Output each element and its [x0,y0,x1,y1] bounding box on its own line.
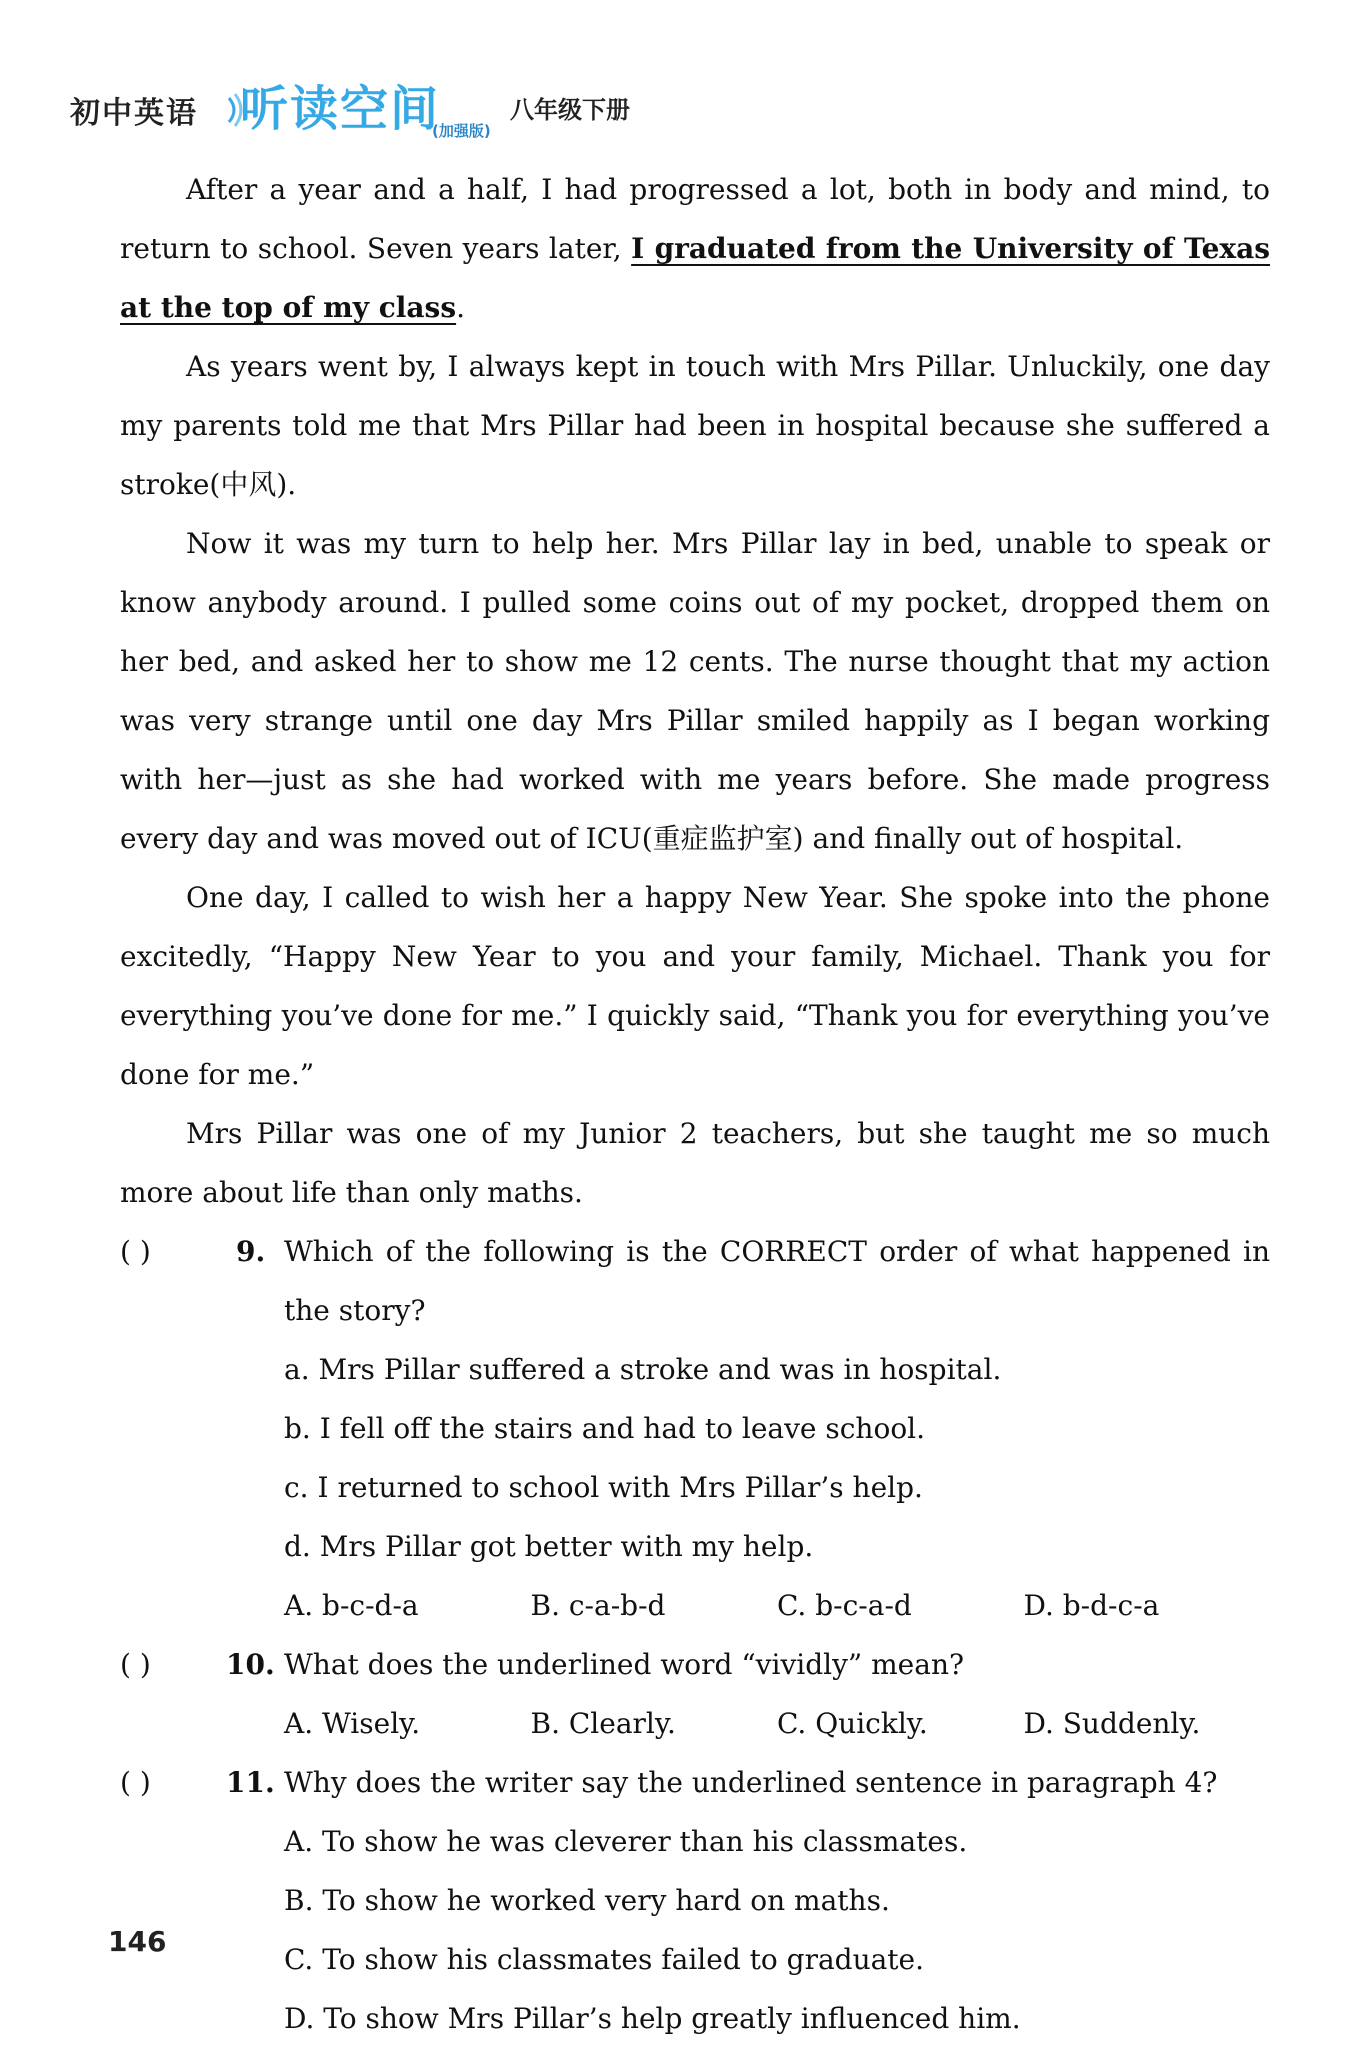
brand-logo: 听读空间 [240,81,441,137]
answer-blank[interactable]: ( ) [120,1766,151,1799]
option-d[interactable]: D. b-d-c-a [1023,1589,1160,1622]
answer-blank[interactable]: ( ) [120,1648,151,1681]
underlined-sentence: I graduated from the University of Texas at the top of my class [120,232,1271,324]
paragraph-5: Mrs Pillar was one of my Junior 2 teachers, but she taught me so much more about life than only maths. [120,1117,1270,1209]
option-b[interactable]: B. c-a-b-d [530,1589,666,1622]
grade-label: 八年级下册 [510,96,630,124]
question-number: 10. [226,1648,275,1681]
page-header [70,70,970,150]
reading-passage [120,160,1270,2048]
answer-blank[interactable]: ( ) [120,1235,151,1268]
paragraph-1 [120,160,1270,337]
question-number: 9. [236,1235,266,1268]
option-c[interactable]: C. Quickly. [777,1707,928,1740]
option-a[interactable]: A. b-c-d-a [284,1589,419,1622]
list-item: c. I returned to school with Mrs Pillar’s help. [284,1471,923,1504]
option-b[interactable]: B. To show he worked very hard on maths. [284,1884,890,1917]
list-item: d. Mrs Pillar got better with my help. [284,1530,814,1563]
option-a[interactable]: A. To show he was cleverer than his classmates. [284,1825,968,1858]
option-b[interactable]: B. Clearly. [530,1707,676,1740]
page-number: 146 [108,1925,167,1958]
brand-logo-edition: (加强版) [432,122,491,140]
series-title: 初中英语 [70,96,198,131]
option-a[interactable]: A. Wisely. [284,1707,421,1740]
paragraph-2: As years went by, I always kept in touch with Mrs Pillar. Unluckily, one day my parents told me that Mrs Pillar had been in hospital because she suffered a stroke(中风). [120,350,1270,501]
question-number: 11. [226,1766,275,1799]
question-10-options [284,1694,1270,1753]
question-text: Why does the writer say the underlined sentence in paragraph 4? [284,1766,1218,1799]
list-item: a. Mrs Pillar suffered a stroke and was in hospital. [284,1353,1002,1386]
paragraph-3: Now it was my turn to help her. Mrs Pillar lay in bed, unable to speak or know anybody around. I pulled some coins out of my pocket, dropped them on her bed, and asked her to show me 12 cents. The nurse thought that my action was very strange until one day Mrs Pillar smiled happily as I began working with her—just as she had worked with me years before. She made progress every day and was moved out of ICU(重症监护室) and finally out of hospital. [120,527,1270,855]
question-9-options [284,1576,1270,1635]
paragraph-1-end: . [456,291,465,324]
question-text: Which of the following is the CORRECT order of what happened in the story? [284,1235,1270,1327]
question-text: What does the underlined word “vividly” mean? [284,1648,964,1681]
question-11 [120,1753,1270,1812]
option-c[interactable]: C. To show his classmates failed to graduate. [284,1943,925,1976]
option-c[interactable]: C. b-c-a-d [777,1589,912,1622]
option-d[interactable]: D. Suddenly. [1023,1707,1201,1740]
option-d[interactable]: D. To show Mrs Pillar’s help greatly influenced him. [284,2002,1021,2035]
list-item: b. I fell off the stairs and had to leave school. [284,1412,926,1445]
paragraph-4: One day, I called to wish her a happy New Year. She spoke into the phone excitedly, “Happy New Year to you and your family, Michael. Thank you for everything you’ve done for me.” I quickly said, “Thank you for everything you’ve done for me.” [120,881,1270,1091]
question-9 [120,1222,1270,1340]
paragraph-1-text: After a year and a half, I had progressed a lot, both in body and mind, to return to school. Seven years later, [120,173,1270,265]
question-10 [120,1635,1270,1694]
